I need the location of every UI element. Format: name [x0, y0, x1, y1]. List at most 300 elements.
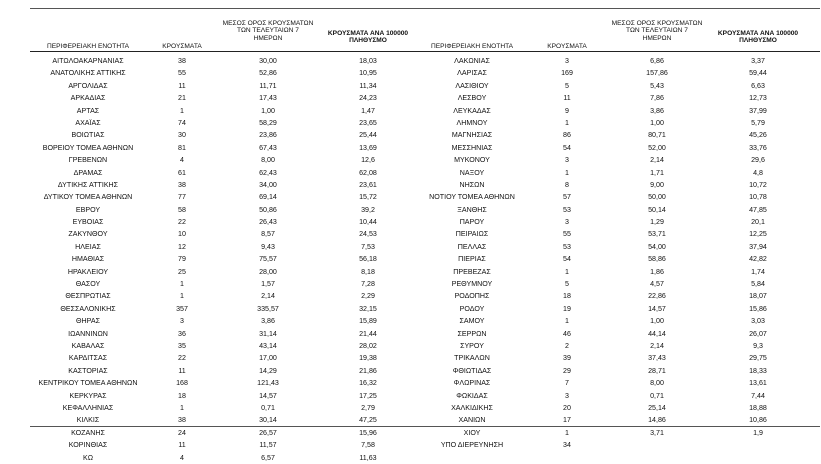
- region-cell: ΑΙΤΩΛΟΑΚΑΡΝΑΝΙΑΣ: [52, 57, 124, 65]
- per-100k-cell: 24,23: [359, 94, 377, 103]
- region-cell: ΠΑΡΟΥ: [459, 218, 485, 227]
- table-row: [412, 142, 812, 154]
- per-100k-cell: 10,44: [359, 218, 377, 227]
- cases-cell: 30: [178, 131, 186, 140]
- cases-cell: 17: [563, 416, 571, 425]
- region-cell: ΤΡΙΚΑΛΩΝ: [454, 354, 490, 363]
- cases-cell: 169: [561, 69, 573, 78]
- table-row: [412, 179, 812, 191]
- region-cell: ΔΥΤΙΚΗΣ ΑΤΤΙΚΗΣ: [57, 180, 119, 189]
- table-row: [412, 352, 812, 364]
- table-row: [30, 452, 420, 464]
- region-cell: ΚΑΣΤΟΡΙΑΣ: [68, 366, 108, 375]
- avg-7day-cell: 14,86: [648, 416, 666, 425]
- region-cell: ΠΕΙΡΑΙΩΣ: [455, 230, 489, 239]
- header-avg-line2: ΤΩΝ ΤΕΛΕΥΤΑΙΩΝ 7: [626, 27, 688, 35]
- right-table-body: [412, 55, 812, 452]
- cases-cell: 3: [180, 317, 184, 326]
- region-cell: ΗΜΑΘΙΑΣ: [71, 255, 105, 264]
- cases-cell: 4: [180, 156, 184, 165]
- avg-7day-cell: 67,43: [259, 143, 277, 152]
- table-row: [30, 179, 420, 191]
- per-100k-cell: 15,86: [749, 304, 767, 313]
- cases-cell: 46: [563, 329, 571, 338]
- region-cell: ΣΑΜΟΥ: [459, 317, 485, 326]
- avg-7day-cell: 0,71: [650, 391, 664, 400]
- avg-7day-cell: 4,57: [650, 280, 664, 289]
- region-cell: ΣΥΡΟΥ: [460, 341, 484, 350]
- bottom-rule: [30, 426, 820, 427]
- avg-7day-cell: 54,00: [648, 242, 666, 251]
- avg-7day-cell: 69,14: [259, 193, 277, 202]
- per-100k-cell: 13,69: [359, 143, 377, 152]
- region-cell: ΚΑΡΔΙΤΣΑΣ: [68, 354, 108, 363]
- per-100k-cell: 32,15: [359, 304, 377, 313]
- cases-cell: 3: [565, 218, 569, 227]
- region-cell: ΠΕΛΛΑΣ: [457, 242, 487, 251]
- cases-cell: 168: [176, 379, 188, 388]
- avg-7day-cell: 11,71: [259, 81, 277, 90]
- table-row: [412, 266, 812, 278]
- table-row: [30, 427, 420, 439]
- per-100k-cell: 20,1: [751, 218, 765, 227]
- per-100k-cell: 18,03: [359, 57, 377, 65]
- top-rule: [30, 8, 820, 9]
- per-100k-cell: 19,38: [359, 354, 377, 363]
- cases-cell: 8: [565, 180, 569, 189]
- per-100k-cell: 11,34: [359, 81, 377, 90]
- avg-7day-cell: 23,86: [259, 131, 277, 140]
- per-100k-cell: 9,3: [753, 341, 763, 350]
- cases-cell: 1: [180, 292, 184, 301]
- cases-cell: 1: [565, 428, 569, 437]
- table-row: [30, 290, 420, 302]
- avg-7day-cell: 75,57: [259, 255, 277, 264]
- cases-cell: 357: [176, 304, 188, 313]
- header-avg-right: [602, 20, 712, 42]
- cases-cell: 10: [178, 230, 186, 239]
- per-100k-cell: 2,29: [361, 292, 375, 301]
- header-per100k-line2: ΠΛΗΘΥΣΜΟ: [739, 37, 777, 45]
- table-row: [412, 290, 812, 302]
- per-100k-cell: 7,28: [361, 280, 375, 289]
- table-row: [412, 191, 812, 203]
- region-cell: ΔΥΤΙΚΟΥ ΤΟΜΕΑ ΑΘΗΝΩΝ: [43, 193, 133, 202]
- avg-7day-cell: 50,86: [259, 205, 277, 214]
- table-row: [30, 365, 420, 377]
- region-cell: ΛΕΣΒΟΥ: [457, 94, 487, 103]
- cases-cell: 11: [178, 441, 186, 450]
- per-100k-cell: 10,95: [359, 69, 377, 78]
- header-avg-line2: ΤΩΝ ΤΕΛΕΥΤΑΙΩΝ 7: [237, 27, 299, 35]
- per-100k-cell: 24,53: [359, 230, 377, 239]
- cases-cell: 54: [563, 255, 571, 264]
- cases-cell: 24: [178, 428, 186, 437]
- table-row: [412, 241, 812, 253]
- avg-7day-cell: 5,43: [650, 81, 664, 90]
- region-cell: ΛΕΥΚΑΔΑΣ: [453, 106, 491, 115]
- region-cell: ΦΘΙΩΤΙΔΑΣ: [452, 366, 492, 375]
- table-row: [30, 241, 420, 253]
- region-cell: ΑΡΓΟΛΙΔΑΣ: [68, 81, 108, 90]
- cases-cell: 1: [565, 168, 569, 177]
- per-100k-cell: 5,79: [751, 118, 765, 127]
- per-100k-cell: 7,58: [361, 441, 375, 450]
- avg-7day-cell: 52,86: [259, 69, 277, 78]
- cases-cell: 55: [563, 230, 571, 239]
- table-row: [412, 377, 812, 389]
- table-row: [412, 105, 812, 117]
- table-row: [412, 390, 812, 402]
- cases-cell: 53: [563, 242, 571, 251]
- region-cell: ΝΗΣΩΝ: [459, 180, 485, 189]
- table-row: [412, 253, 812, 265]
- header-per100k-line2: ΠΛΗΘΥΣΜΟ: [349, 37, 387, 45]
- region-cell: ΚΕΡΚΥΡΑΣ: [69, 391, 107, 400]
- cases-cell: 39: [563, 354, 571, 363]
- per-100k-cell: 47,85: [749, 205, 767, 214]
- header-per100k-right: [706, 30, 810, 45]
- cases-cell: 57: [563, 193, 571, 202]
- region-cell: ΠΡΕΒΕΖΑΣ: [453, 267, 491, 276]
- table-row: [30, 191, 420, 203]
- cases-cell: 36: [178, 329, 186, 338]
- per-100k-cell: 21,44: [359, 329, 377, 338]
- table-row: [412, 80, 812, 92]
- table-row: [412, 414, 812, 426]
- region-cell: ΚΙΛΚΙΣ: [76, 416, 100, 425]
- avg-7day-cell: 50,00: [648, 193, 666, 202]
- table-row: [412, 402, 812, 414]
- avg-7day-cell: 0,71: [261, 403, 275, 412]
- per-100k-cell: 15,72: [359, 193, 377, 202]
- region-cell: ΘΗΡΑΣ: [76, 317, 100, 326]
- cases-cell: 2: [565, 341, 569, 350]
- per-100k-cell: 18,88: [749, 403, 767, 412]
- avg-7day-cell: 62,43: [259, 168, 277, 177]
- table-row: [412, 92, 812, 104]
- cases-cell: 3: [565, 156, 569, 165]
- cases-cell: 81: [178, 143, 186, 152]
- cases-cell: 4: [180, 453, 184, 462]
- region-cell: ΒΟΙΩΤΙΑΣ: [71, 131, 105, 140]
- cases-cell: 53: [563, 205, 571, 214]
- per-100k-cell: 29,75: [749, 354, 767, 363]
- per-100k-cell: 26,07: [749, 329, 767, 338]
- avg-7day-cell: 1,57: [261, 280, 275, 289]
- cases-cell: 38: [178, 57, 186, 65]
- header-per100k-line1: ΚΡΟΥΣΜΑΤΑ ΑΝΑ 100000: [327, 30, 409, 37]
- region-cell: ΡΟΔΟΥ: [459, 304, 485, 313]
- avg-7day-cell: 50,14: [648, 205, 666, 214]
- table-row: [412, 228, 812, 240]
- avg-7day-cell: 80,71: [648, 131, 666, 140]
- table-row: [412, 129, 812, 141]
- per-100k-cell: 23,61: [359, 180, 377, 189]
- cases-cell: 1: [565, 118, 569, 127]
- per-100k-cell: 7,53: [361, 242, 375, 251]
- avg-7day-cell: 6,57: [261, 453, 275, 462]
- cases-cell: 12: [178, 242, 186, 251]
- avg-7day-cell: 28,71: [648, 366, 666, 375]
- per-100k-cell: 12,6: [361, 156, 375, 165]
- per-100k-cell: 39,2: [361, 205, 375, 214]
- avg-7day-cell: 8,00: [650, 379, 664, 388]
- avg-7day-cell: 8,00: [261, 156, 275, 165]
- region-cell: ΓΡΕΒΕΝΩΝ: [68, 156, 108, 165]
- per-100k-cell: 12,73: [749, 94, 767, 103]
- avg-7day-cell: 1,29: [650, 218, 664, 227]
- table-row: [412, 167, 812, 179]
- table-row: [412, 340, 812, 352]
- region-cell: ΙΩΑΝΝΙΝΩΝ: [68, 329, 108, 338]
- table-row: [412, 55, 812, 67]
- per-100k-cell: 2,79: [361, 403, 375, 412]
- region-cell: ΒΟΡΕΙΟΥ ΤΟΜΕΑ ΑΘΗΝΩΝ: [42, 143, 134, 152]
- region-cell: ΜΕΣΣΗΝΙΑΣ: [451, 143, 493, 152]
- header-cases-right: ΚΡΟΥΣΜΑΤΑ: [547, 43, 587, 50]
- region-cell: ΠΙΕΡΙΑΣ: [458, 255, 486, 264]
- region-cell: ΣΕΡΡΩΝ: [457, 329, 487, 338]
- per-100k-cell: 21,86: [359, 366, 377, 375]
- region-cell: ΚΕΝΤΡΙΚΟΥ ΤΟΜΕΑ ΑΘΗΝΩΝ: [38, 379, 138, 388]
- per-100k-cell: 23,65: [359, 118, 377, 127]
- cases-cell: 1: [180, 280, 184, 289]
- per-100k-cell: 10,86: [749, 416, 767, 425]
- table-row: [30, 303, 420, 315]
- table-row: [412, 117, 812, 129]
- region-cell: ΖΑΚΥΝΘΟΥ: [68, 230, 108, 239]
- region-cell: ΝΟΤΙΟΥ ΤΟΜΕΑ ΑΘΗΝΩΝ: [429, 193, 515, 202]
- avg-7day-cell: 14,57: [259, 391, 277, 400]
- avg-7day-cell: 26,43: [259, 218, 277, 227]
- per-100k-cell: 37,99: [749, 106, 767, 115]
- cases-cell: 5: [565, 280, 569, 289]
- region-cell: ΑΧΑΪΑΣ: [75, 118, 101, 127]
- avg-7day-cell: 9,43: [261, 242, 275, 251]
- per-100k-cell: 7,44: [751, 391, 765, 400]
- table-row: [30, 154, 420, 166]
- per-100k-cell: 28,02: [359, 341, 377, 350]
- per-100k-cell: 3,03: [751, 317, 765, 326]
- avg-7day-cell: 58,29: [259, 118, 277, 127]
- avg-7day-cell: 157,86: [646, 69, 668, 78]
- avg-7day-cell: 17,00: [259, 354, 277, 363]
- cases-cell: 22: [178, 354, 186, 363]
- per-100k-cell: 1,47: [361, 106, 375, 115]
- table-row: [30, 315, 420, 327]
- avg-7day-cell: 6,86: [650, 57, 664, 65]
- cases-cell: 19: [563, 304, 571, 313]
- per-100k-cell: 1,74: [751, 267, 765, 276]
- cases-cell: 38: [178, 180, 186, 189]
- table-row: [412, 427, 812, 439]
- avg-7day-cell: 25,14: [648, 403, 666, 412]
- cases-cell: 11: [563, 94, 571, 103]
- per-100k-cell: 45,26: [749, 131, 767, 140]
- avg-7day-cell: 44,14: [648, 329, 666, 338]
- cases-cell: 29: [563, 366, 571, 375]
- table-row: [30, 266, 420, 278]
- avg-7day-cell: 1,00: [650, 317, 664, 326]
- avg-7day-cell: 26,57: [259, 428, 277, 437]
- header-per100k-left: [318, 30, 418, 45]
- per-100k-cell: 17,25: [359, 391, 377, 400]
- avg-7day-cell: 3,86: [261, 317, 275, 326]
- table-row: [30, 55, 420, 67]
- table-row: [412, 216, 812, 228]
- header-avg-line3: ΗΜΕΡΩΝ: [642, 34, 672, 42]
- cases-cell: 1: [565, 317, 569, 326]
- cases-cell: 1: [565, 267, 569, 276]
- table-row: [412, 328, 812, 340]
- per-100k-cell: 5,84: [751, 280, 765, 289]
- region-cell: ΑΡΤΑΣ: [76, 106, 100, 115]
- region-cell: ΦΩΚΙΔΑΣ: [456, 391, 488, 400]
- avg-7day-cell: 43,14: [259, 341, 277, 350]
- table-row: [30, 377, 420, 389]
- table-row: [30, 142, 420, 154]
- avg-7day-cell: 1,00: [261, 106, 275, 115]
- header-rule: [30, 51, 820, 52]
- cases-cell: 22: [178, 218, 186, 227]
- region-cell: ΚΑΒΑΛΑΣ: [71, 341, 105, 350]
- region-cell: ΚΟΖΑΝΗΣ: [71, 428, 105, 437]
- region-cell: ΘΕΣΣΑΛΟΝΙΚΗΣ: [60, 304, 116, 313]
- cases-cell: 1: [180, 403, 184, 412]
- per-100k-cell: 42,82: [749, 255, 767, 264]
- region-cell: ΧΙΟΥ: [463, 428, 481, 437]
- avg-7day-cell: 37,43: [648, 354, 666, 363]
- region-cell: ΝΑΞΟΥ: [459, 168, 485, 177]
- cases-cell: 34: [563, 441, 571, 450]
- region-cell: ΑΡΚΑΔΙΑΣ: [70, 94, 106, 103]
- per-100k-cell: 15,96: [359, 428, 377, 437]
- table-row: [30, 105, 420, 117]
- avg-7day-cell: 1,71: [650, 168, 664, 177]
- region-cell: ΧΑΛΚΙΔΙΚΗΣ: [451, 403, 493, 412]
- table-row: [30, 117, 420, 129]
- table-row: [412, 439, 812, 451]
- avg-7day-cell: 335,57: [257, 304, 279, 313]
- avg-7day-cell: 30,14: [259, 416, 277, 425]
- region-cell: ΚΟΡΙΝΘΙΑΣ: [68, 441, 108, 450]
- avg-7day-cell: 3,71: [650, 428, 664, 437]
- per-100k-cell: 18,07: [749, 292, 767, 301]
- per-100k-cell: 29,6: [751, 156, 765, 165]
- header-region-right: ΠΕΡΙΦΕΡΕΙΑΚΗ ΕΝΟΤΗΤΑ: [430, 43, 514, 50]
- region-cell: ΗΛΕΙΑΣ: [75, 242, 101, 251]
- header-avg-left: [214, 20, 322, 42]
- per-100k-cell: 47,25: [359, 416, 377, 425]
- header-avg-line1: ΜΕΣΟΣ ΟΡΟΣ ΚΡΟΥΣΜΑΤΩΝ: [611, 20, 703, 27]
- region-cell: ΜΑΓΝΗΣΙΑΣ: [451, 131, 493, 140]
- table-row: [30, 253, 420, 265]
- per-100k-cell: 10,78: [749, 193, 767, 202]
- cases-cell: 7: [565, 379, 569, 388]
- cases-cell: 3: [565, 57, 569, 65]
- per-100k-cell: 37,94: [749, 242, 767, 251]
- cases-cell: 79: [178, 255, 186, 264]
- avg-7day-cell: 2,14: [650, 156, 664, 165]
- cases-cell: 9: [565, 106, 569, 115]
- per-100k-cell: 3,37: [751, 57, 765, 65]
- table-row: [30, 328, 420, 340]
- region-cell: ΥΠΟ ΔΙΕΡΕΥΝΗΣΗ: [440, 441, 504, 450]
- per-100k-cell: 62,08: [359, 168, 377, 177]
- cases-cell: 5: [565, 81, 569, 90]
- cases-cell: 86: [563, 131, 571, 140]
- avg-7day-cell: 31,14: [259, 329, 277, 338]
- table-row: [30, 204, 420, 216]
- per-100k-cell: 59,44: [749, 69, 767, 78]
- region-cell: ΡΟΔΟΠΗΣ: [454, 292, 490, 301]
- per-100k-cell: 56,18: [359, 255, 377, 264]
- table-row: [412, 303, 812, 315]
- cases-cell: 54: [563, 143, 571, 152]
- left-table-body: [30, 55, 420, 464]
- avg-7day-cell: 9,00: [650, 180, 664, 189]
- per-100k-cell: 13,61: [749, 379, 767, 388]
- table-row: [30, 228, 420, 240]
- cases-cell: 18: [563, 292, 571, 301]
- region-cell: ΕΒΡΟΥ: [75, 205, 101, 214]
- region-cell: ΛΑΚΩΝΙΑΣ: [454, 57, 490, 65]
- region-cell: ΛΑΡΙΣΑΣ: [457, 69, 487, 78]
- table-row: [30, 129, 420, 141]
- avg-7day-cell: 121,43: [257, 379, 279, 388]
- region-cell: ΡΕΘΥΜΝΟΥ: [451, 280, 493, 289]
- avg-7day-cell: 17,43: [259, 94, 277, 103]
- cases-cell: 3: [565, 391, 569, 400]
- region-cell: ΔΡΑΜΑΣ: [73, 168, 103, 177]
- table-row: [30, 439, 420, 451]
- cases-cell: 25: [178, 267, 186, 276]
- region-cell: ΕΥΒΟΙΑΣ: [72, 218, 104, 227]
- cases-cell: 18: [178, 391, 186, 400]
- cases-cell: 11: [178, 81, 186, 90]
- table-row: [30, 352, 420, 364]
- region-cell: ΛΑΣΙΘΙΟΥ: [455, 81, 489, 90]
- table-row: [412, 154, 812, 166]
- region-cell: ΚΕΦΑΛΛΗΝΙΑΣ: [62, 403, 114, 412]
- avg-7day-cell: 1,00: [650, 118, 664, 127]
- per-100k-cell: 8,18: [361, 267, 375, 276]
- region-cell: ΧΑΝΙΩΝ: [458, 416, 486, 425]
- header-per100k-line1: ΚΡΟΥΣΜΑΤΑ ΑΝΑ 100000: [717, 30, 799, 37]
- table-row: [30, 390, 420, 402]
- per-100k-cell: 18,33: [749, 366, 767, 375]
- per-100k-cell: 6,63: [751, 81, 765, 90]
- per-100k-cell: 4,8: [753, 168, 763, 177]
- avg-7day-cell: 11,57: [259, 441, 277, 450]
- avg-7day-cell: 7,86: [650, 94, 664, 103]
- region-cell: ΑΝΑΤΟΛΙΚΗΣ ΑΤΤΙΚΗΣ: [50, 69, 126, 78]
- avg-7day-cell: 14,29: [259, 366, 277, 375]
- cases-cell: 77: [178, 193, 186, 202]
- table-row: [30, 278, 420, 290]
- header-avg-line1: ΜΕΣΟΣ ΟΡΟΣ ΚΡΟΥΣΜΑΤΩΝ: [222, 20, 314, 27]
- per-100k-cell: 12,25: [749, 230, 767, 239]
- per-100k-cell: 16,32: [359, 379, 377, 388]
- cases-cell: 55: [178, 69, 186, 78]
- avg-7day-cell: 2,14: [261, 292, 275, 301]
- avg-7day-cell: 53,71: [648, 230, 666, 239]
- cases-cell: 21: [178, 94, 186, 103]
- table-row: [412, 278, 812, 290]
- avg-7day-cell: 34,00: [259, 180, 277, 189]
- cases-cell: 58: [178, 205, 186, 214]
